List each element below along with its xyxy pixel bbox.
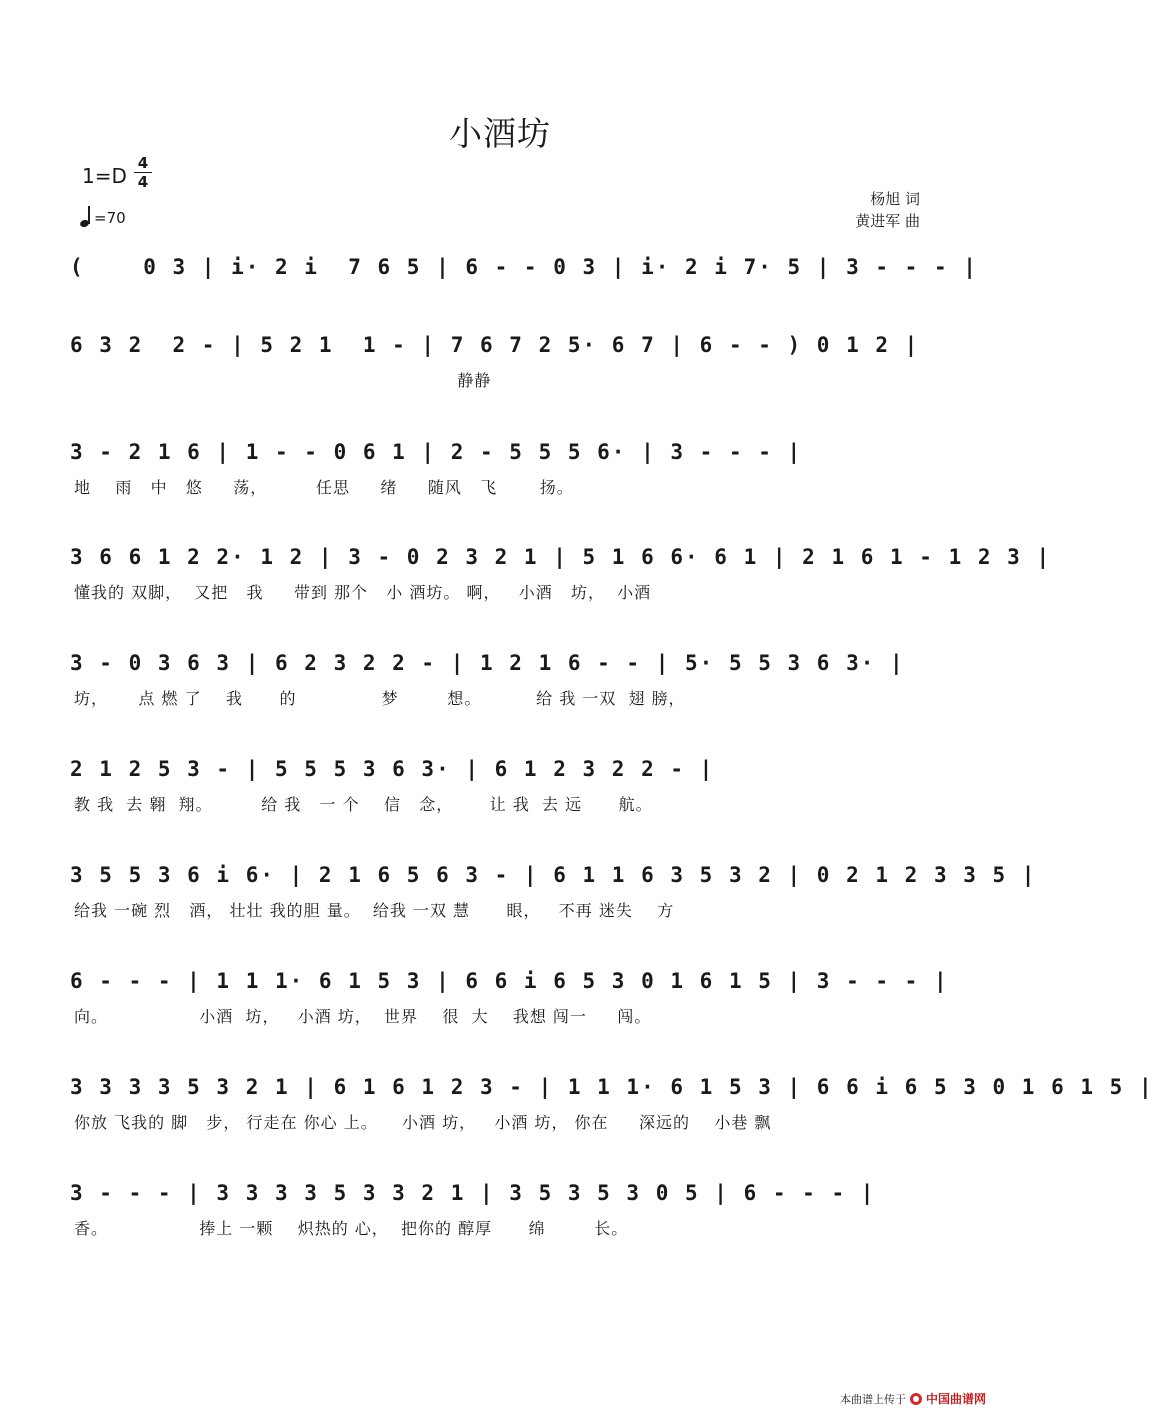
notation-row: 6 - - - | 1 1 1· 6 1 5 3 | 6 6 i 6 5 3 0 1 6 1 5 | 3 - - - |	[70, 969, 949, 993]
upload-attribution	[840, 1390, 986, 1407]
page-title: 小酒坊	[449, 114, 551, 153]
tempo-value: =70	[94, 209, 126, 227]
lyric-row: 向。 小酒 坊， 小酒 坊， 世界 很 大 我想 闯一 闯。	[74, 1007, 652, 1026]
site-logo-icon	[910, 1393, 922, 1405]
quarter-note-icon	[80, 205, 92, 227]
time-signature-top: 4	[137, 154, 149, 172]
lyric-row: 教 我 去 翱 翔。 给 我 一 个 信 念， 让 我 去 远 航。	[74, 795, 653, 814]
lyric-row: 给我 一碗 烈 酒， 壮壮 我的胆 量。 给我 一双 慧 眼， 不再 迷失 方	[74, 901, 675, 920]
lyric-row: 懂我的 双脚， 又把 我 带到 那个 小 酒坊。 啊， 小酒 坊， 小酒	[74, 583, 652, 602]
upload-text: 本曲谱上传于	[839, 1392, 906, 1406]
notation-row: 3 - - - | 3 3 3 3 5 3 3 2 1 | 3 5 3 5 3 0 5 | 6 - - - |	[70, 1181, 876, 1205]
time-signature	[134, 155, 152, 190]
tempo-marking	[80, 205, 126, 227]
notation-row: ( 0 3 | i· 2 i 7 6 5 | 6 - - 0 3 | i· 2 i 7· 5 | 3 - - - |	[70, 255, 978, 279]
notation-row: 3 6 6 1 2 2· 1 2 | 3 - 0 2 3 2 1 | 5 1 6 6· 6 1 | 2 1 6 1 - 1 2 3 |	[70, 545, 1052, 569]
key-signature: 1=D	[82, 164, 127, 188]
site-logo-text[interactable]: 中国曲谱网	[925, 1392, 986, 1406]
notation-row: 3 3 3 3 5 3 2 1 | 6 1 6 1 2 3 - | 1 1 1· 6 1 5 3 | 6 6 i 6 5 3 0 1 6 1 5 |	[70, 1075, 1154, 1099]
lyric-row: 地 雨 中 悠 荡， 任思 绪 随风 飞 扬。	[74, 478, 574, 497]
notation-row: 3 - 0 3 6 3 | 6 2 3 2 2 - | 1 2 1 6 - - | 5· 5 5 3 6 3· |	[70, 651, 905, 675]
lyric-row: 香。 捧上 一颗 炽热的 心， 把你的 醇厚 绵 长。	[74, 1219, 629, 1238]
lyricist-credit: 杨旭 词	[870, 190, 920, 208]
notation-row: 3 - 2 1 6 | 1 - - 0 6 1 | 2 - 5 5 5 6· | 3 - - - |	[70, 440, 803, 464]
lyric-row: 坊， 点 燃 了 我 的 梦 想。 给 我 一双 翅 膀，	[74, 689, 686, 708]
lyric-row: 你放 飞我的 脚 步， 行走在 你心 上。 小酒 坊， 小酒 坊， 你在 深远的 小巷 飘	[74, 1113, 772, 1132]
time-signature-bottom: 4	[137, 173, 149, 191]
notation-row: 2 1 2 5 3 - | 5 5 5 3 6 3· | 6 1 2 3 2 2 - |	[70, 757, 715, 781]
notation-row: 3 5 5 3 6 i 6· | 2 1 6 5 6 3 - | 6 1 1 6 3 5 3 2 | 0 2 1 2 3 3 5 |	[70, 863, 1037, 887]
notation-row: 6 3 2 2 - | 5 2 1 1 - | 7 6 7 2 5· 6 7 | 6 - - ) 0 1 2 |	[70, 333, 920, 357]
lyric-row: 静静	[74, 371, 492, 390]
composer-credit: 黄进军 曲	[855, 212, 920, 230]
